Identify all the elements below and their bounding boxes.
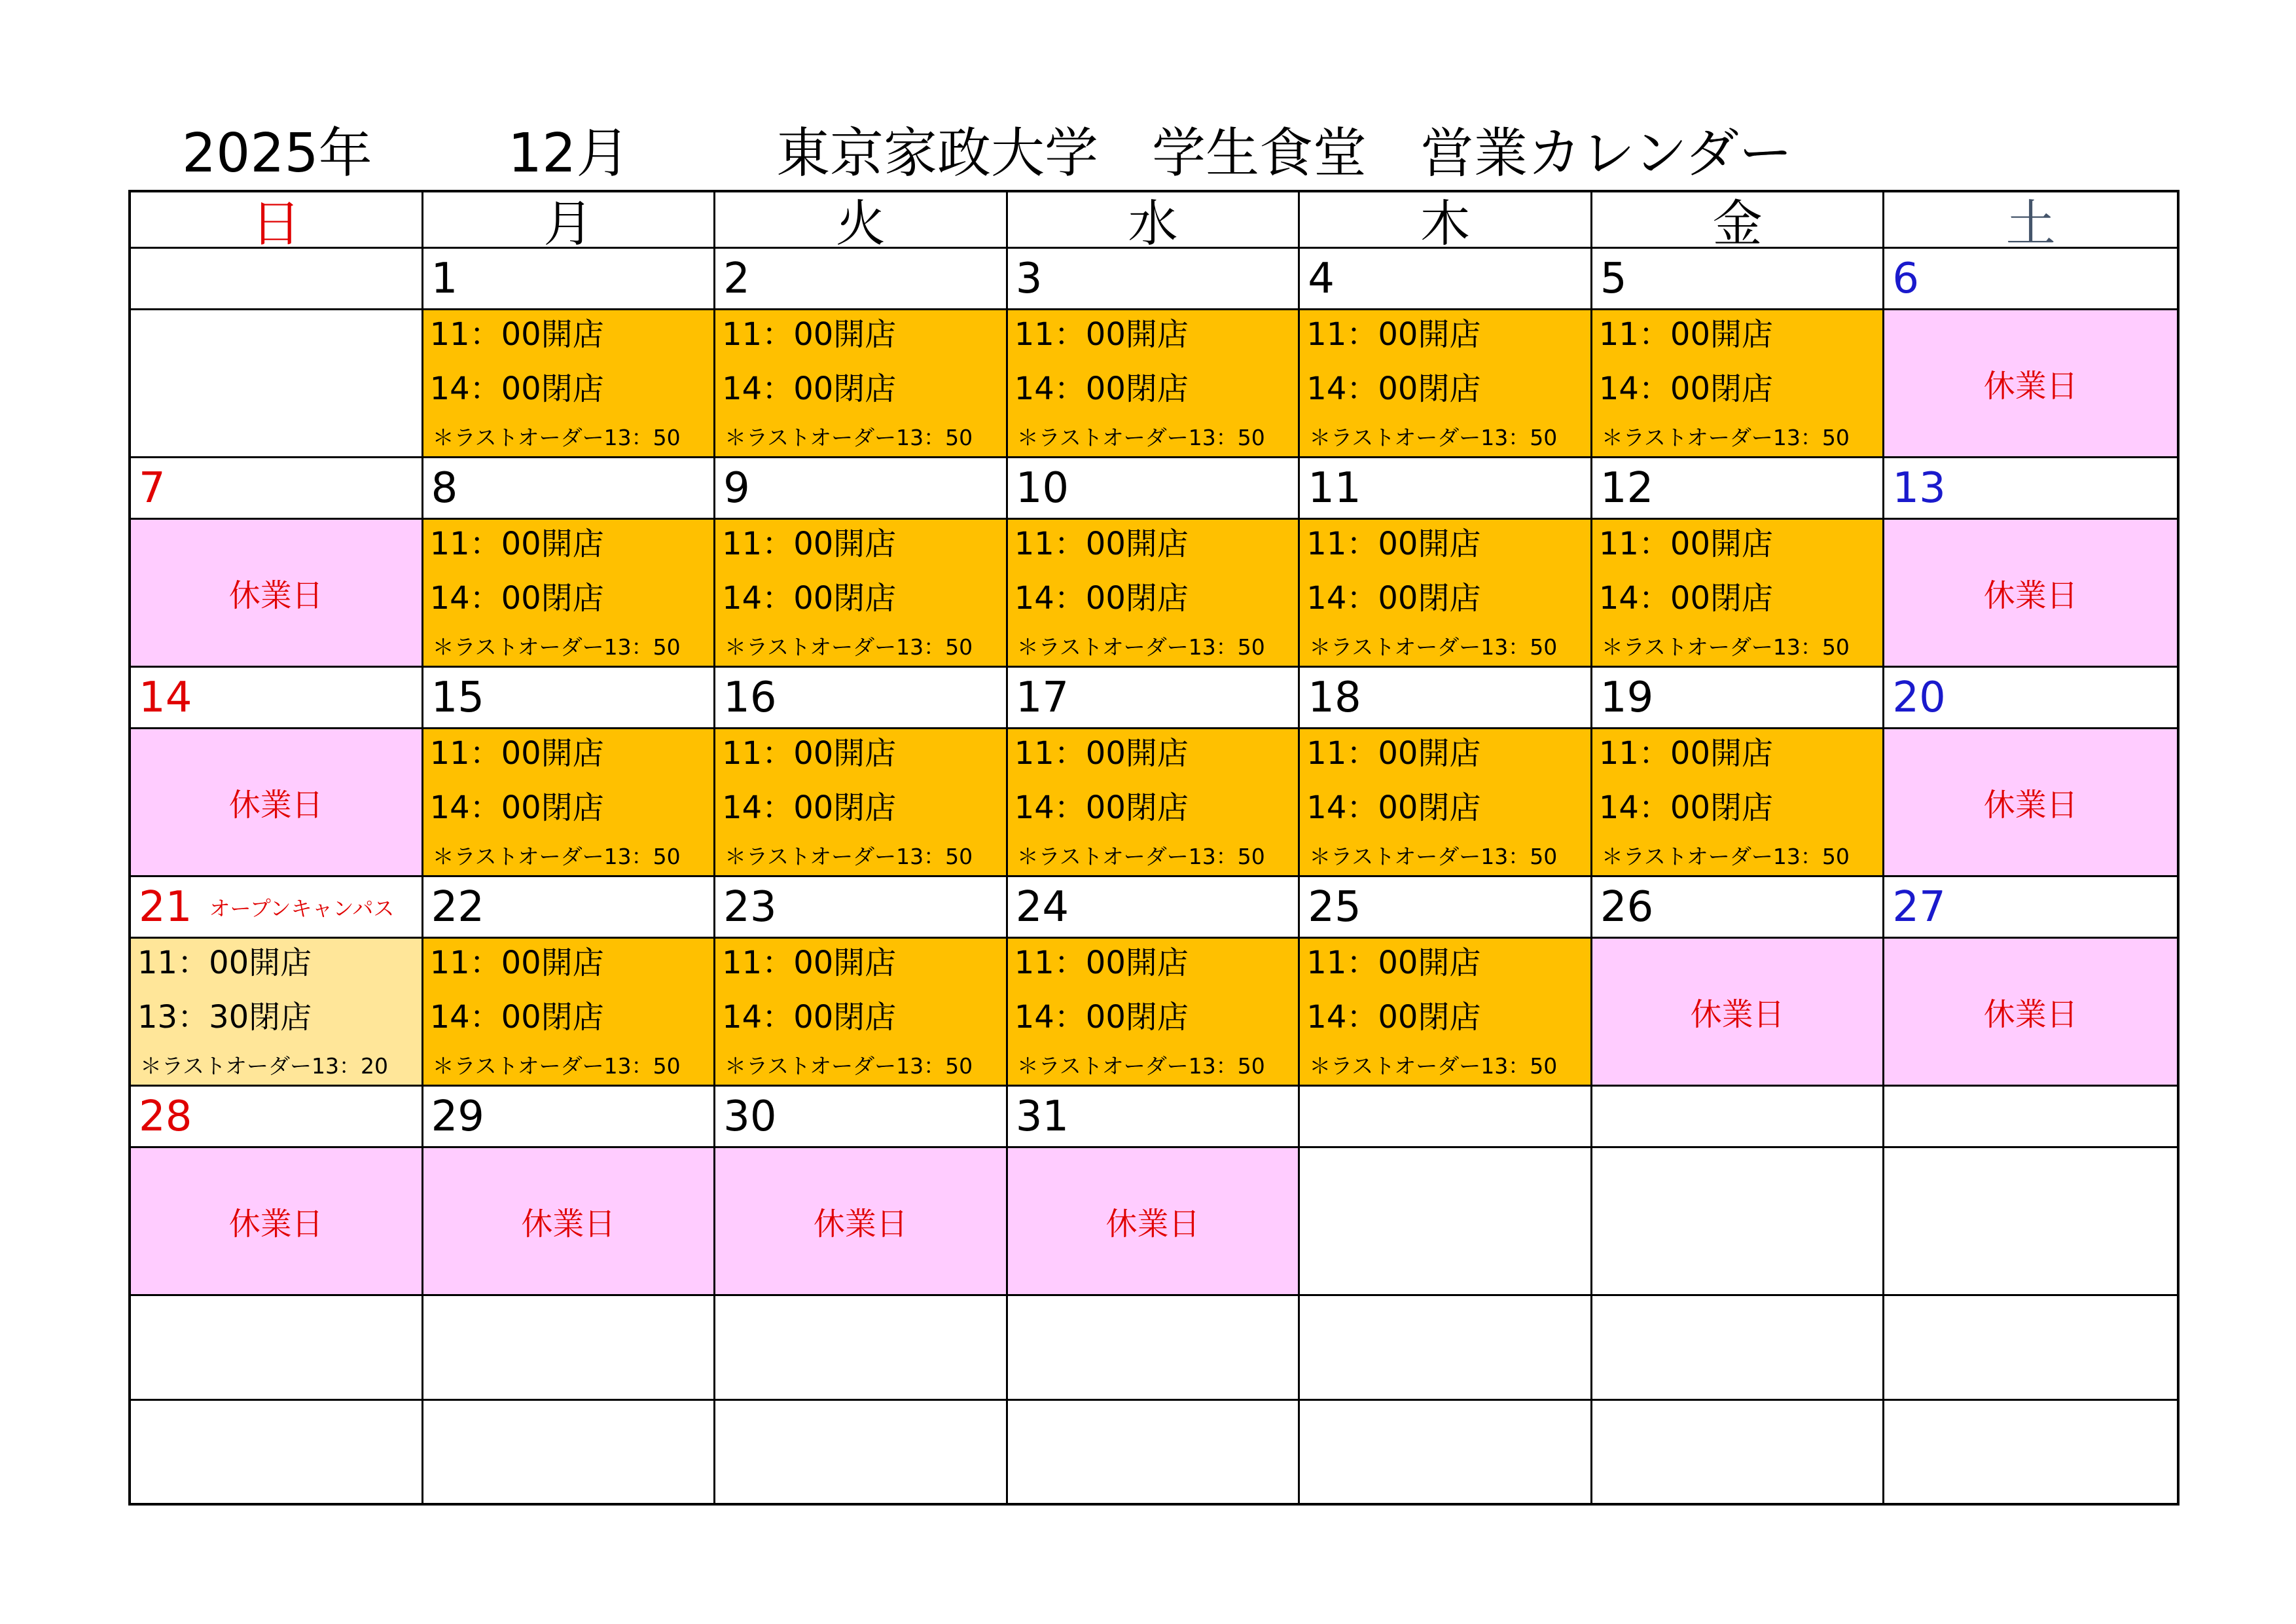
closed-label: 休業日 (228, 577, 323, 614)
closed-day-cell (1884, 520, 2177, 668)
day-number: 7 (139, 463, 166, 513)
day-number-cell (1300, 877, 1592, 939)
day-number-cell (131, 1087, 423, 1148)
empty-cell (1884, 1401, 2177, 1504)
opening-time: 11：00開店 (1598, 316, 1774, 353)
closed-day-cell (131, 729, 423, 877)
last-order-note: ＊ラストオーダー13：50 (725, 1053, 973, 1079)
last-order-note: ＊ラストオーダー13：50 (1601, 425, 1850, 450)
empty-cell (715, 1401, 1008, 1504)
day-number-cell (1300, 458, 1592, 520)
last-order-note: ＊ラストオーダー13：50 (432, 634, 681, 660)
closed-label: 休業日 (1983, 577, 2078, 614)
last-order-note: ＊ラストオーダー13：50 (1601, 844, 1850, 869)
hours-cell (1300, 310, 1592, 458)
day-number: 20 (1892, 673, 1946, 722)
day-number-cell (1592, 458, 1885, 520)
closed-day-cell (715, 1148, 1008, 1296)
day-number-cell (1008, 1087, 1300, 1148)
day-number-cell (1884, 249, 2177, 310)
hours-cell (1592, 520, 1885, 668)
closed-label: 休業日 (521, 1206, 616, 1242)
hours-cell (1008, 729, 1300, 877)
closing-time: 13：30閉店 (137, 999, 312, 1036)
day-number: 21 (139, 882, 192, 931)
day-number-cell (131, 877, 423, 939)
opening-time: 11：00開店 (722, 945, 897, 981)
hours-cell (1008, 939, 1300, 1087)
closed-day-cell (1592, 939, 1885, 1087)
day-number-cell (423, 877, 716, 939)
closing-time: 14：00閉店 (1598, 580, 1774, 617)
day-number-cell (1008, 877, 1300, 939)
closed-day-cell (1008, 1148, 1300, 1296)
empty-cell (131, 1401, 423, 1504)
closing-time: 14：00閉店 (722, 789, 897, 826)
empty-cell (1008, 1401, 1300, 1504)
day-number-cell (131, 1296, 423, 1401)
opening-time: 11：00開店 (1306, 526, 1481, 562)
opening-time: 11：00開店 (1014, 526, 1189, 562)
opening-time: 11：00開店 (137, 945, 312, 981)
hours-cell (1008, 520, 1300, 668)
day-number-cell (715, 458, 1008, 520)
day-number-cell (423, 1296, 716, 1401)
day-number-cell (1300, 1087, 1592, 1148)
closed-label: 休業日 (228, 787, 323, 823)
empty-cell (1300, 1401, 1592, 1504)
last-order-note: ＊ラストオーダー13：50 (1309, 844, 1558, 869)
closing-time: 14：00閉店 (1598, 789, 1774, 826)
day-number-cell (1884, 1296, 2177, 1401)
day-number: 2 (723, 254, 750, 303)
day-number-cell (1300, 1296, 1592, 1401)
day-number: 9 (723, 463, 750, 513)
day-number: 5 (1600, 254, 1627, 303)
event-note: オープンキャンパス (209, 895, 395, 921)
day-number-cell (1300, 668, 1592, 729)
closed-label: 休業日 (1690, 996, 1785, 1033)
closed-label: 休業日 (1105, 1206, 1200, 1242)
empty-cell (423, 1401, 716, 1504)
day-number-cell (1300, 249, 1592, 310)
closed-label: 休業日 (1983, 787, 2078, 823)
day-number: 10 (1015, 463, 1069, 513)
empty-cell (1884, 1148, 2177, 1296)
title-text: 東京家政大学 学生食堂 営業カレンダー (776, 122, 1793, 185)
empty-cell (1300, 1148, 1592, 1296)
day-number: 18 (1308, 673, 1361, 722)
closing-time: 14：00閉店 (429, 370, 604, 407)
last-order-note: ＊ラストオーダー13：50 (1309, 1053, 1558, 1079)
last-order-note: ＊ラストオーダー13：50 (1016, 634, 1265, 660)
closing-time: 14：00閉店 (722, 370, 897, 407)
day-number: 22 (431, 882, 484, 931)
day-number: 27 (1892, 882, 1946, 931)
hours-cell (1592, 729, 1885, 877)
weekday-header-mon: 月 (423, 192, 716, 249)
day-number: 24 (1015, 882, 1069, 931)
last-order-note: ＊ラストオーダー13：20 (140, 1053, 389, 1079)
day-number-cell (1008, 458, 1300, 520)
day-number: 3 (1015, 254, 1043, 303)
empty-cell (1592, 1401, 1885, 1504)
day-number-cell (1592, 249, 1885, 310)
opening-time: 11：00開店 (722, 735, 897, 772)
closing-time: 14：00閉店 (722, 999, 897, 1036)
closed-day-cell (423, 1148, 716, 1296)
weekday-header-wed: 水 (1008, 192, 1300, 249)
hours-cell (423, 520, 716, 668)
day-number-cell (1884, 668, 2177, 729)
closed-day-cell (131, 520, 423, 668)
day-number: 15 (431, 673, 484, 722)
day-number: 31 (1015, 1092, 1069, 1141)
day-number-cell (131, 249, 423, 310)
day-number-cell (715, 668, 1008, 729)
day-number: 11 (1308, 463, 1361, 513)
hours-cell (715, 939, 1008, 1087)
closing-time: 14：00閉店 (1306, 789, 1481, 826)
day-number: 6 (1892, 254, 1920, 303)
event-hours-cell (131, 939, 423, 1087)
hours-cell (423, 310, 716, 458)
closing-time: 14：00閉店 (1306, 580, 1481, 617)
closing-time: 14：00閉店 (1306, 370, 1481, 407)
last-order-note: ＊ラストオーダー13：50 (725, 425, 973, 450)
hours-cell (1300, 729, 1592, 877)
day-number-cell (1592, 668, 1885, 729)
weekday-header-sat: 土 (1884, 192, 2177, 249)
last-order-note: ＊ラストオーダー13：50 (725, 634, 973, 660)
closing-time: 14：00閉店 (722, 580, 897, 617)
closed-label: 休業日 (1983, 368, 2078, 405)
last-order-note: ＊ラストオーダー13：50 (1309, 425, 1558, 450)
closing-time: 14：00閉店 (1014, 370, 1189, 407)
weekday-header-fri: 金 (1592, 192, 1885, 249)
last-order-note: ＊ラストオーダー13：50 (1016, 844, 1265, 869)
empty-cell (131, 310, 423, 458)
closing-time: 14：00閉店 (429, 789, 604, 826)
day-number-cell (1884, 877, 2177, 939)
day-number: 26 (1600, 882, 1654, 931)
day-number-cell (1592, 1087, 1885, 1148)
closing-time: 14：00閉店 (1014, 999, 1189, 1036)
day-number-cell (1008, 1296, 1300, 1401)
day-number-cell (1884, 1087, 2177, 1148)
day-number: 16 (723, 673, 777, 722)
hours-cell (423, 939, 716, 1087)
day-number-cell (715, 249, 1008, 310)
weekday-header-tue: 火 (715, 192, 1008, 249)
day-number: 8 (431, 463, 458, 513)
day-number-cell (131, 458, 423, 520)
day-number-cell (131, 668, 423, 729)
closed-day-cell (1884, 729, 2177, 877)
day-number-cell (423, 458, 716, 520)
day-number-cell (1008, 249, 1300, 310)
closed-label: 休業日 (1983, 996, 2078, 1033)
day-number-cell (715, 1087, 1008, 1148)
last-order-note: ＊ラストオーダー13：50 (1016, 1053, 1265, 1079)
title-month: 12月 (508, 122, 630, 185)
weekday-header-sun: 日 (131, 192, 423, 249)
opening-time: 11：00開店 (1306, 735, 1481, 772)
closed-label: 休業日 (813, 1206, 908, 1242)
opening-time: 11：00開店 (722, 316, 897, 353)
opening-time: 11：00開店 (722, 526, 897, 562)
day-number-cell (423, 1087, 716, 1148)
day-number-cell (715, 1296, 1008, 1401)
day-number: 30 (723, 1092, 777, 1141)
day-number: 4 (1308, 254, 1335, 303)
weekday-header-thu: 木 (1300, 192, 1592, 249)
opening-time: 11：00開店 (429, 526, 604, 562)
hours-cell (715, 520, 1008, 668)
closed-day-cell (1884, 310, 2177, 458)
calendar-title (0, 118, 2296, 190)
last-order-note: ＊ラストオーダー13：50 (1016, 425, 1265, 450)
day-number: 19 (1600, 673, 1654, 722)
day-number: 1 (431, 254, 458, 303)
day-number-cell (1592, 1296, 1885, 1401)
opening-time: 11：00開店 (1598, 526, 1774, 562)
day-number-cell (1592, 877, 1885, 939)
closing-time: 14：00閉店 (1598, 370, 1774, 407)
closed-day-cell (1884, 939, 2177, 1087)
opening-time: 11：00開店 (1598, 735, 1774, 772)
day-number: 17 (1015, 673, 1069, 722)
hours-cell (1300, 520, 1592, 668)
day-number: 13 (1892, 463, 1946, 513)
opening-time: 11：00開店 (1306, 316, 1481, 353)
opening-time: 11：00開店 (1014, 316, 1189, 353)
hours-cell (715, 729, 1008, 877)
title-year: 2025年 (182, 122, 372, 185)
last-order-note: ＊ラストオーダー13：50 (432, 425, 681, 450)
last-order-note: ＊ラストオーダー13：50 (725, 844, 973, 869)
closed-label: 休業日 (228, 1206, 323, 1242)
day-number-cell (423, 249, 716, 310)
closing-time: 14：00閉店 (1014, 580, 1189, 617)
hours-cell (1592, 310, 1885, 458)
closing-time: 14：00閉店 (429, 999, 604, 1036)
opening-time: 11：00開店 (1014, 735, 1189, 772)
hours-cell (423, 729, 716, 877)
day-number: 12 (1600, 463, 1654, 513)
opening-time: 11：00開店 (1306, 945, 1481, 981)
opening-time: 11：00開店 (429, 945, 604, 981)
day-number: 29 (431, 1092, 484, 1141)
day-number-cell (1884, 458, 2177, 520)
day-number: 14 (139, 673, 192, 722)
day-number: 25 (1308, 882, 1361, 931)
day-number-cell (423, 668, 716, 729)
hours-cell (715, 310, 1008, 458)
day-number: 28 (139, 1092, 192, 1141)
opening-time: 11：00開店 (429, 316, 604, 353)
closing-time: 14：00閉店 (429, 580, 604, 617)
calendar-grid (128, 190, 2179, 1506)
day-number: 23 (723, 882, 777, 931)
last-order-note: ＊ラストオーダー13：50 (1309, 634, 1558, 660)
opening-time: 11：00開店 (429, 735, 604, 772)
closing-time: 14：00閉店 (1014, 789, 1189, 826)
empty-cell (1592, 1148, 1885, 1296)
last-order-note: ＊ラストオーダー13：50 (1601, 634, 1850, 660)
last-order-note: ＊ラストオーダー13：50 (432, 1053, 681, 1079)
closing-time: 14：00閉店 (1306, 999, 1481, 1036)
day-number-cell (1008, 668, 1300, 729)
closed-day-cell (131, 1148, 423, 1296)
opening-time: 11：00開店 (1014, 945, 1189, 981)
day-number-cell (715, 877, 1008, 939)
hours-cell (1008, 310, 1300, 458)
hours-cell (1300, 939, 1592, 1087)
last-order-note: ＊ラストオーダー13：50 (432, 844, 681, 869)
